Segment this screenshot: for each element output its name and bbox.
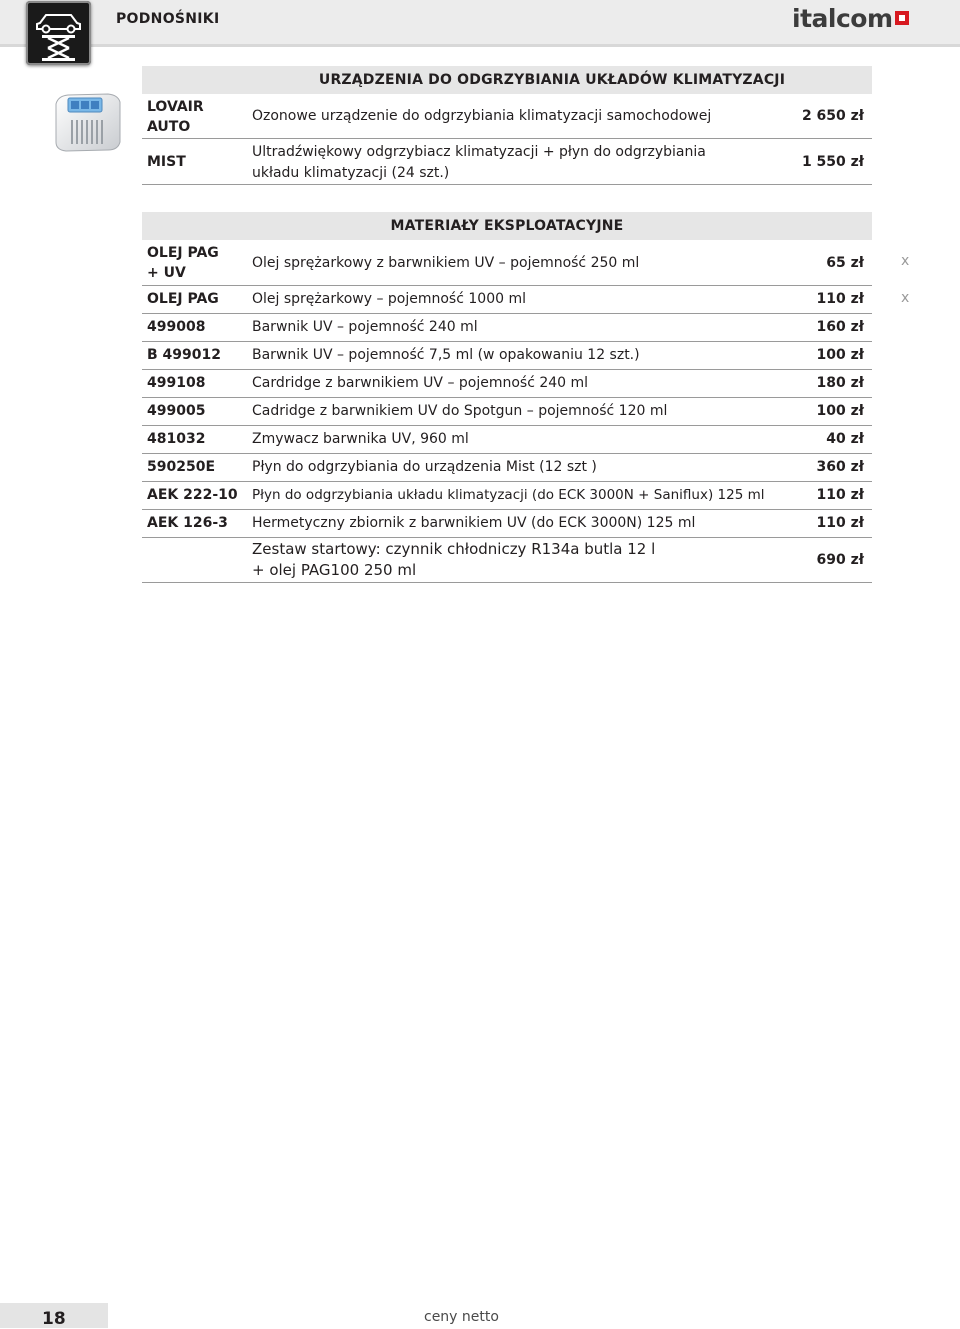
- brand-logo-square-icon: [895, 11, 909, 25]
- product-price: 110 zł: [816, 487, 864, 503]
- table-row: [142, 240, 872, 286]
- product-description: Ultradźwiękowy odgrzybiacz klimatyzacji + płyn do odgrzybiania układu klimatyzacji (24 szt.): [252, 144, 706, 181]
- product-description: Olej sprężarkowy z barwnikiem UV – pojemność 250 ml: [252, 255, 640, 271]
- ozone-device-icon: [52, 92, 124, 158]
- product-description: Zestaw startowy: czynnik chłodniczy R134a butla 12 l + olej PAG100 250 ml: [252, 540, 656, 579]
- page-number-box: [0, 1303, 108, 1328]
- table-row: [142, 369, 872, 398]
- header-divider: [0, 44, 960, 47]
- table-row: [142, 94, 872, 139]
- product-price: 100 zł: [816, 403, 864, 419]
- table-title-consumables: MATERIAŁY EKSPLOATACYJNE: [142, 212, 872, 240]
- product-description: Cardridge z barwnikiem UV – pojemność 240 ml: [252, 375, 589, 391]
- row-mark: x: [901, 253, 910, 269]
- table-row: [142, 341, 872, 370]
- product-code: 481032: [147, 431, 206, 447]
- product-code: 590250E: [147, 459, 216, 475]
- section-title: PODNOŚNIKI: [116, 11, 220, 27]
- product-description: Hermetyczny zbiornik z barwnikiem UV (do ECK 3000N) 125 ml: [252, 515, 696, 531]
- row-mark: x: [901, 290, 910, 306]
- table-row: [142, 509, 872, 538]
- car-lift-icon: [26, 1, 91, 65]
- product-code: OLEJ PAG: [147, 291, 219, 307]
- table-title-ac-disinfection: URZĄDZENIA DO ODGRZYBIANIA UKŁADÓW KLIMATYZACJI: [142, 66, 872, 94]
- product-description: Barwnik UV – pojemność 240 ml: [252, 319, 478, 335]
- product-code: 499108: [147, 375, 206, 391]
- product-description: Cadridge z barwnikiem UV do Spotgun – pojemność 120 ml: [252, 403, 668, 419]
- page-number: 18: [42, 1309, 66, 1329]
- product-description: Olej sprężarkowy – pojemność 1000 ml: [252, 291, 526, 307]
- product-code: 499005: [147, 403, 206, 419]
- product-price: 160 zł: [816, 319, 864, 335]
- product-description: Ozonowe urządzenie do odgrzybiania klimatyzacji samochodowej: [252, 108, 712, 124]
- table-row: [142, 397, 872, 426]
- table-row: [142, 313, 872, 342]
- product-price: 1 550 zł: [801, 154, 864, 170]
- product-price: 2 650 zł: [801, 108, 864, 124]
- table-row: [142, 453, 872, 482]
- product-price: 360 zł: [816, 459, 864, 475]
- product-price: 110 zł: [816, 291, 864, 307]
- product-price: 110 zł: [816, 515, 864, 531]
- product-code: AEK 222-10: [147, 487, 238, 503]
- product-code: MIST: [147, 154, 186, 170]
- footer-note: ceny netto: [424, 1309, 499, 1325]
- product-description: Płyn do odgrzybiania do urządzenia Mist (12 szt ): [252, 459, 597, 475]
- product-code: B 499012: [147, 347, 221, 363]
- product-code: 499008: [147, 319, 206, 335]
- product-code: AEK 126-3: [147, 515, 228, 531]
- brand-logo: italcom: [792, 4, 893, 33]
- product-price: 180 zł: [816, 375, 864, 391]
- product-description: Płyn do odgrzybiania układu klimatyzacji (do ECK 3000N + Saniflux) 125 ml: [252, 487, 765, 503]
- product-code: OLEJ PAG + UV: [147, 245, 219, 281]
- product-description: Barwnik UV – pojemność 7,5 ml (w opakowaniu 12 szt.): [252, 347, 640, 363]
- table-row: [142, 481, 872, 510]
- product-price: 40 zł: [826, 431, 864, 447]
- product-code: LOVAIR AUTO: [147, 99, 204, 135]
- product-price: 690 zł: [816, 552, 864, 568]
- product-price: 100 zł: [816, 347, 864, 363]
- table-row: [142, 285, 872, 314]
- table-row: [142, 138, 872, 185]
- table-row: [142, 537, 872, 583]
- product-description: Zmywacz barwnika UV, 960 ml: [252, 431, 469, 447]
- table-row: [142, 425, 872, 454]
- product-price: 65 zł: [826, 255, 864, 271]
